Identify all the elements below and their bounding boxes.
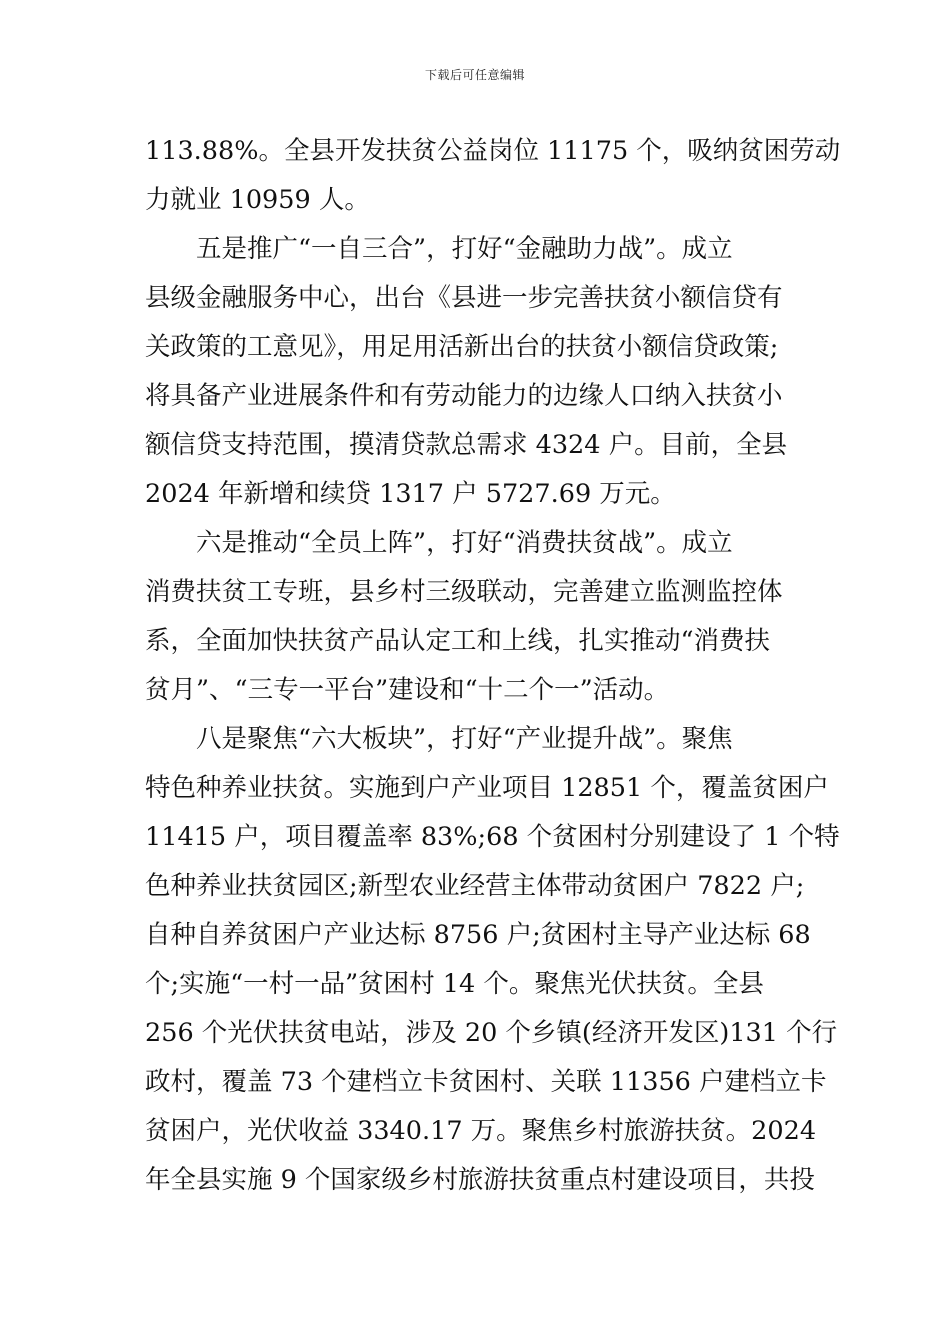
paragraph-industry bbox=[145, 715, 840, 1205]
paragraph-finance bbox=[145, 225, 815, 519]
paragraph-consumption bbox=[145, 519, 815, 715]
text-line: 消费扶贫工专班，县乡村三级联动，完善建立监测监控体 bbox=[145, 577, 783, 607]
text-line: 113.88%。全县开发扶贫公益岗位 11175 个，吸纳贫困劳动 bbox=[145, 136, 841, 166]
text-line: 五是推广“一自三合”，打好“金融助力战”。成立 bbox=[196, 234, 733, 264]
text-line: 贫困户，光伏收益 3340.17 万。聚焦乡村旅游扶贫。2024 bbox=[145, 1116, 817, 1146]
text-line: 色种养业扶贫园区;新型农业经营主体带动贫困户 7822 户; bbox=[145, 871, 805, 901]
text-line: 11415 户，项目覆盖率 83%;68 个贫困村分别建设了 1 个特 bbox=[145, 822, 840, 852]
text-line: 特色种养业扶贫。实施到户产业项目 12851 个，覆盖贫困户 bbox=[145, 773, 829, 803]
text-line: 政村，覆盖 73 个建档立卡贫困村、关联 11356 户建档立卡 bbox=[145, 1067, 827, 1097]
text-line: 贫月”、“三专一平台”建设和“十二个一”活动。 bbox=[145, 675, 670, 705]
paragraph-employment bbox=[145, 127, 841, 225]
text-line: 2024 年新增和续贷 1317 户 5727.69 万元。 bbox=[145, 479, 676, 509]
text-line: 年全县实施 9 个国家级乡村旅游扶贫重点村建设项目，共投 bbox=[145, 1165, 815, 1195]
text-line: 256 个光伏扶贫电站，涉及 20 个乡镇(经济开发区)131 个行 bbox=[145, 1018, 838, 1048]
text-line: 额信贷支持范围，摸清贷款总需求 4324 户。目前，全县 bbox=[145, 430, 788, 460]
text-line: 八是聚焦“六大板块”，打好“产业提升战”。聚焦 bbox=[196, 724, 733, 754]
text-line: 关政策的工意见》，用足用活新出台的扶贫小额信贷政策; bbox=[145, 332, 779, 362]
text-line: 个;实施“一村一品”贫困村 14 个。聚焦光伏扶贫。全县 bbox=[145, 969, 764, 999]
page-header: 下载后可任意编辑 bbox=[424, 68, 525, 82]
document-body bbox=[145, 127, 841, 1205]
text-line: 六是推动“全员上阵”，打好“消费扶贫战”。成立 bbox=[196, 528, 733, 558]
text-line: 县级金融服务中心，出台《县进一步完善扶贫小额信贷有 bbox=[145, 283, 783, 313]
text-line: 系，全面加快扶贫产品认定工和上线，扎实推动“消费扶 bbox=[145, 626, 771, 656]
text-line: 力就业 10959 人。 bbox=[145, 185, 370, 215]
text-line: 将具备产业进展条件和有劳动能力的边缘人口纳入扶贫小 bbox=[145, 381, 783, 411]
text-line: 自种自养贫困户产业达标 8756 户;贫困村主导产业达标 68 bbox=[145, 920, 811, 950]
